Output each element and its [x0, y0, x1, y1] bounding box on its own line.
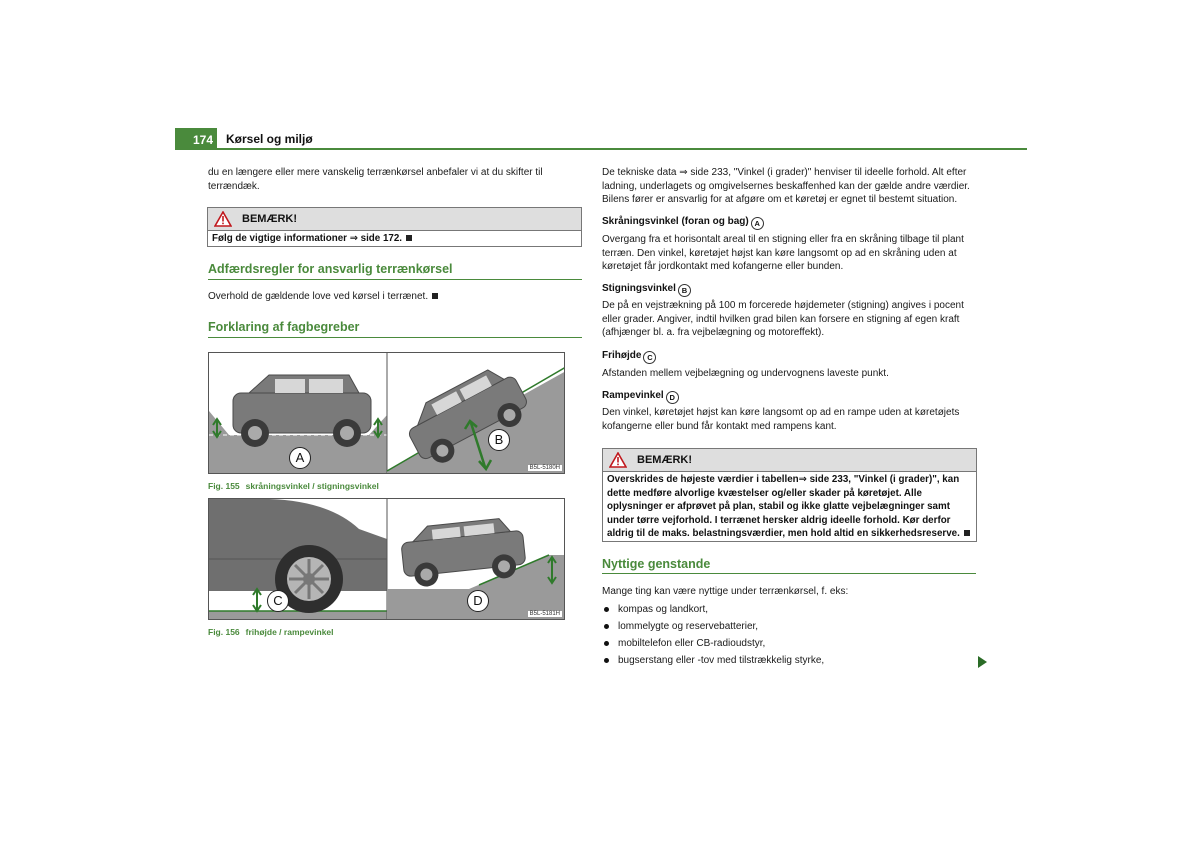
list-item-text: lommelygte og reservebatterier, — [618, 621, 759, 632]
term-text-skraningsvinkel: Overgang fra et horisontalt areal til en stigning eller fra en skråning tilbage til plant terræn. Den vinkel, køretøjet højst kan køre langsomt op ad en skråning uden at køretøjet får jordkontakt med kofangerne eller bunden. — [602, 234, 964, 272]
term-letter-badge: A — [751, 217, 764, 230]
warning-triangle-icon — [609, 452, 627, 468]
list-item — [602, 638, 765, 649]
note-header — [208, 208, 581, 231]
note-header — [603, 449, 976, 472]
note-box-1 — [207, 207, 582, 247]
note-title: BEMÆRK! — [242, 213, 297, 225]
term-title: Stigningsvinkel — [602, 283, 676, 294]
note-body-text: Følg de vigtige informationer ⇒ side 172. — [212, 233, 403, 244]
figure-letter-c: C — [267, 590, 289, 612]
figure-156-illustration — [209, 499, 565, 620]
warning-triangle-icon — [214, 211, 232, 227]
note-body-text: Overskrides de højeste værdier i tabellen⇒ side 233, "Vinkel (i grader)", kan dette medføre alvorlige kvæstelser og/eller skader på køretøjet. Alle oplysninger er afprøvet på plan, stabil og ikke glatte vejbelægninger samt under tørre vejforhold. I terrænet hersker aldrig ideelle forhold. Kør derfor aldrig til de maks. belastningsværdier, men hold altid en sikkerhedsreserve. — [607, 474, 960, 539]
term-title: Rampevinkel — [602, 390, 664, 401]
term-text-rampevinkel: Den vinkel, køretøjet højst kan køre langsomt op ad en rampe uden at køretøjets kofangerne eller bund får kontakt med rampens kant. — [602, 407, 960, 432]
section-intro-nyttige: Mange ting kan være nyttige under terrænkørsel, f. eks: — [602, 586, 849, 597]
chapter-title: Kørsel og miljø — [226, 132, 313, 146]
end-square-icon — [406, 235, 412, 241]
bullet-icon — [604, 641, 609, 646]
figure-155-caption — [208, 481, 379, 491]
header-rule — [217, 148, 1027, 150]
end-square-icon — [964, 530, 970, 536]
section-rule — [208, 279, 582, 280]
note-body — [208, 231, 581, 247]
end-square-icon — [432, 293, 438, 299]
bullet-icon — [604, 624, 609, 629]
figure-letter-a: A — [289, 447, 311, 469]
figure-caption-text: frihøjde / rampevinkel — [245, 627, 334, 637]
section-title-fagbegreber: Forklaring af fagbegreber — [208, 320, 360, 334]
list-item — [602, 604, 708, 615]
term-title-rampevinkel — [602, 390, 679, 404]
bullet-icon — [604, 607, 609, 612]
note-body — [603, 472, 976, 542]
figure-letter-d: D — [467, 590, 489, 612]
left-intro-text: du en længere eller mere vanskelig terrænkørsel anbefaler vi at du skifter til terrændæk. — [208, 167, 543, 192]
bullet-icon — [604, 658, 609, 663]
figure-code: B5L-5180H — [529, 465, 560, 471]
figure-code: B5L-5181H — [529, 611, 560, 617]
section-rule — [602, 573, 976, 574]
section-title-adfaerdsregler: Adfærdsregler for ansvarlig terrænkørsel — [208, 262, 453, 276]
figure-label: Fig. 155 — [208, 481, 240, 491]
section-title-nyttige-genstande: Nyttige genstande — [602, 557, 711, 571]
section-text-adfaerdsregler — [208, 290, 438, 304]
note-title: BEMÆRK! — [637, 454, 692, 466]
figure-155-illustration — [209, 353, 565, 474]
list-item-text: mobiltelefon eller CB-radioudstyr, — [618, 638, 766, 649]
right-intro-text: De tekniske data ⇒ side 233, "Vinkel (i grader)" henviser til ideelle forhold. Alt efter ladning, underlagets og omgivelsernes beskaffenhed kan der gælde andre værdier. Bilens fører er ansvarlig for at afgøre om et køretøj er egnet til bestemt situation. — [602, 167, 970, 205]
section1-text: Overhold de gældende love ved kørsel i terrænet. — [208, 291, 429, 302]
figure-letter-b: B — [488, 429, 510, 451]
list-item — [602, 655, 824, 666]
figure-156-caption — [208, 627, 334, 637]
term-letter-badge: B — [678, 284, 691, 297]
term-text-stigningsvinkel: De på en vejstrækning på 100 m forcerede højdemeter (stigning) angives i pocent eller grader. Angiver, indtil hvilken grad bilen kan forsere en stigning af egen kraft (afhjænger bl. a. fra vejbelægning og motoreffekt). — [602, 300, 964, 338]
term-text-frihojde: Afstanden mellem vejbelægning og undervognens laveste punkt. — [602, 368, 889, 379]
figure-label: Fig. 156 — [208, 627, 240, 637]
term-title-frihojde — [602, 350, 656, 364]
term-letter-badge: D — [666, 391, 679, 404]
figure-caption-text: skråningsvinkel / stigningsvinkel — [245, 481, 379, 491]
continue-arrow-icon[interactable] — [978, 656, 987, 668]
term-title: Frihøjde — [602, 350, 642, 361]
figure-156 — [208, 498, 565, 620]
figure-155 — [208, 352, 565, 474]
section-rule — [208, 337, 582, 338]
term-title-stigningsvinkel — [602, 283, 691, 297]
list-item — [602, 621, 758, 632]
term-letter-badge: C — [643, 351, 656, 364]
note-box-2 — [602, 448, 977, 542]
term-title: Skråningsvinkel (foran og bag) — [602, 216, 749, 227]
term-title-skraningsvinkel — [602, 216, 764, 230]
list-item-text: kompas og landkort, — [618, 604, 709, 615]
list-item-text: bugserstang eller -tov med tilstrækkelig styrke, — [618, 655, 825, 666]
page-number: 174 — [175, 128, 217, 150]
